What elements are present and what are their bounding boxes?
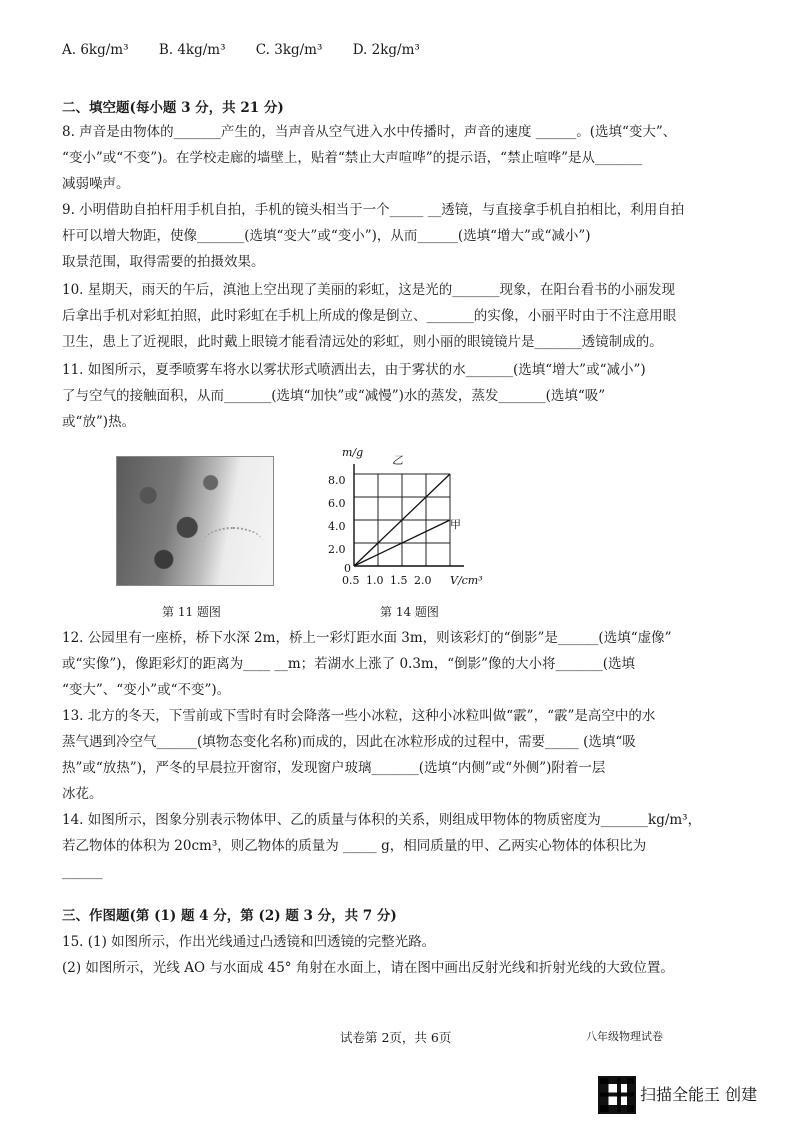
options-row	[62, 40, 754, 60]
section2-heading: 二、填空题(每小题 3 分，共 21 分)	[62, 100, 284, 116]
question-line: 取景范围，取得需要的拍摄效果。	[62, 254, 265, 270]
question-line: 杆可以增大物距，使像_______(选填“变大”或“变小”)，从而______(选填“增大”或“减小”)	[62, 228, 591, 244]
question-line: 后拿出手机对彩虹拍照，此时彩虹在手机上所成的像是倒立、_______的实像，小丽平时由于不注意用眼	[62, 308, 677, 324]
question-line: 或“实像”)，像距彩灯的距离为____ __m；若湖水上涨了 0.3m，“倒影”像的大小将_______(选填	[62, 656, 636, 672]
question-line: 14. 如图所示，图象分别表示物体甲、乙的质量与体积的关系，则组成甲物体的物质密度为_______kg/m³，	[62, 812, 702, 828]
question-line: 冰花。	[62, 786, 103, 802]
y-tick-label: 2.0	[328, 543, 346, 556]
question-line: 13. 北方的冬天，下雪前或下雪时有时会降落一些小冰粒，这种小冰粒叫做“霰”，“霰”是高空中的水	[62, 708, 656, 724]
question-line: ______	[62, 864, 103, 880]
question-line: 了与空气的接触面积，从而_______(选填“加快”或“减慢”)水的蒸发，蒸发_______(选填“吸”	[62, 388, 606, 404]
question-line: 或“放”)热。	[62, 414, 136, 430]
y-tick-label: 8.0	[328, 474, 346, 487]
y-axis-label: m/g	[342, 446, 364, 459]
question-line: 减弱噪声。	[62, 176, 130, 192]
question-line: 11. 如图所示，夏季喷雾车将水以雾状形式喷洒出去，由于雾状的水_______(选填“增大”或“减小”)	[62, 362, 646, 378]
question-line: 9. 小明借助自拍杆用手机自拍，手机的镜头相当于一个_____ __透镜，与直接拿手机自拍相比，利用自拍	[62, 202, 685, 218]
x-tick-label: 1.0	[366, 574, 384, 587]
question-line: (2) 如图所示，光线 AO 与水面成 45° 角射在水面上，请在图中画出反射光线和折射光线的大致位置。	[62, 960, 674, 976]
question-line: “变大”、“变小”或“不变”)。	[62, 682, 231, 698]
page-number: 试卷第 2页，共 6页	[340, 1030, 452, 1045]
question-line: 8. 声音是由物体的_______产生的，当声音从空气进入水中传播时，声音的速度 ______。(选填“变大”、	[62, 124, 677, 140]
x-tick-label: 1.5	[390, 574, 408, 587]
option-c: C. 3kg/m³	[255, 42, 323, 58]
spray-mist	[203, 527, 263, 559]
question-line: 10. 星期天，雨天的午后，滇池上空出现了美丽的彩虹，这是光的_______现象，在阳台看书的小丽发现	[62, 282, 676, 298]
question-line: 12. 公园里有一座桥，桥下水深 2m，桥上一彩灯距水面 3m，则该彩灯的“倒影”是______(选填“虚像”	[62, 630, 672, 646]
line-label-yi: 乙	[392, 454, 403, 467]
origin-label: 0	[344, 562, 351, 575]
y-tick-label: 4.0	[328, 520, 346, 533]
question-line: 卫生，患上了近视眼，此时戴上眼镜才能看清远处的彩虹，则小丽的眼镜镜片是_______透镜制成的。	[62, 334, 663, 350]
question-line: 蒸气遇到冷空气______(填物态变化名称)而成的，因此在冰粒形成的过程中，需要_____ (选填“吸	[62, 734, 636, 750]
question-line: 热”或“放热”)，严冬的早晨拉开窗帘，发现窗户玻璃_______(选填“内侧”或“外侧”)附着一层	[62, 760, 606, 776]
option-b: B. 4kg/m³	[158, 42, 226, 58]
spray-truck-photo	[116, 456, 274, 586]
option-a: A. 6kg/m³	[62, 42, 129, 58]
x-tick-label: 2.0	[414, 574, 432, 587]
question-line: 15. (1) 如图所示，作出光线通过凸透镜和凹透镜的完整光路。	[62, 934, 436, 950]
x-axis-label: V/cm³	[450, 574, 483, 587]
section3-heading: 三、作图题(第 (1) 题 4 分，第 (2) 题 3 分，共 7 分)	[62, 908, 397, 924]
option-d: D. 2kg/m³	[352, 42, 420, 58]
exam-name: 八年级物理试卷	[586, 1030, 663, 1043]
line-label-jia: 甲	[450, 518, 461, 531]
fig14-caption: 第 14 题图	[380, 605, 439, 619]
y-tick-label: 6.0	[328, 497, 346, 510]
mass-volume-graph	[326, 446, 486, 590]
scanner-watermark: 扫描全能王 创建	[640, 1085, 758, 1104]
question-line: 若乙物体的体积为 20cm³，则乙物体的质量为 _____ g，相同质量的甲、乙两实心物体的体积比为	[62, 838, 647, 854]
x-tick-label: 0.5	[342, 574, 360, 587]
qr-code-icon	[598, 1076, 636, 1114]
fig11-caption: 第 11 题图	[162, 605, 221, 619]
question-line: “变小”或“不变”)。在学校走廊的墙壁上，贴着“禁止大声喧哗”的提示语，“禁止喧哗”是从_______	[62, 150, 643, 166]
